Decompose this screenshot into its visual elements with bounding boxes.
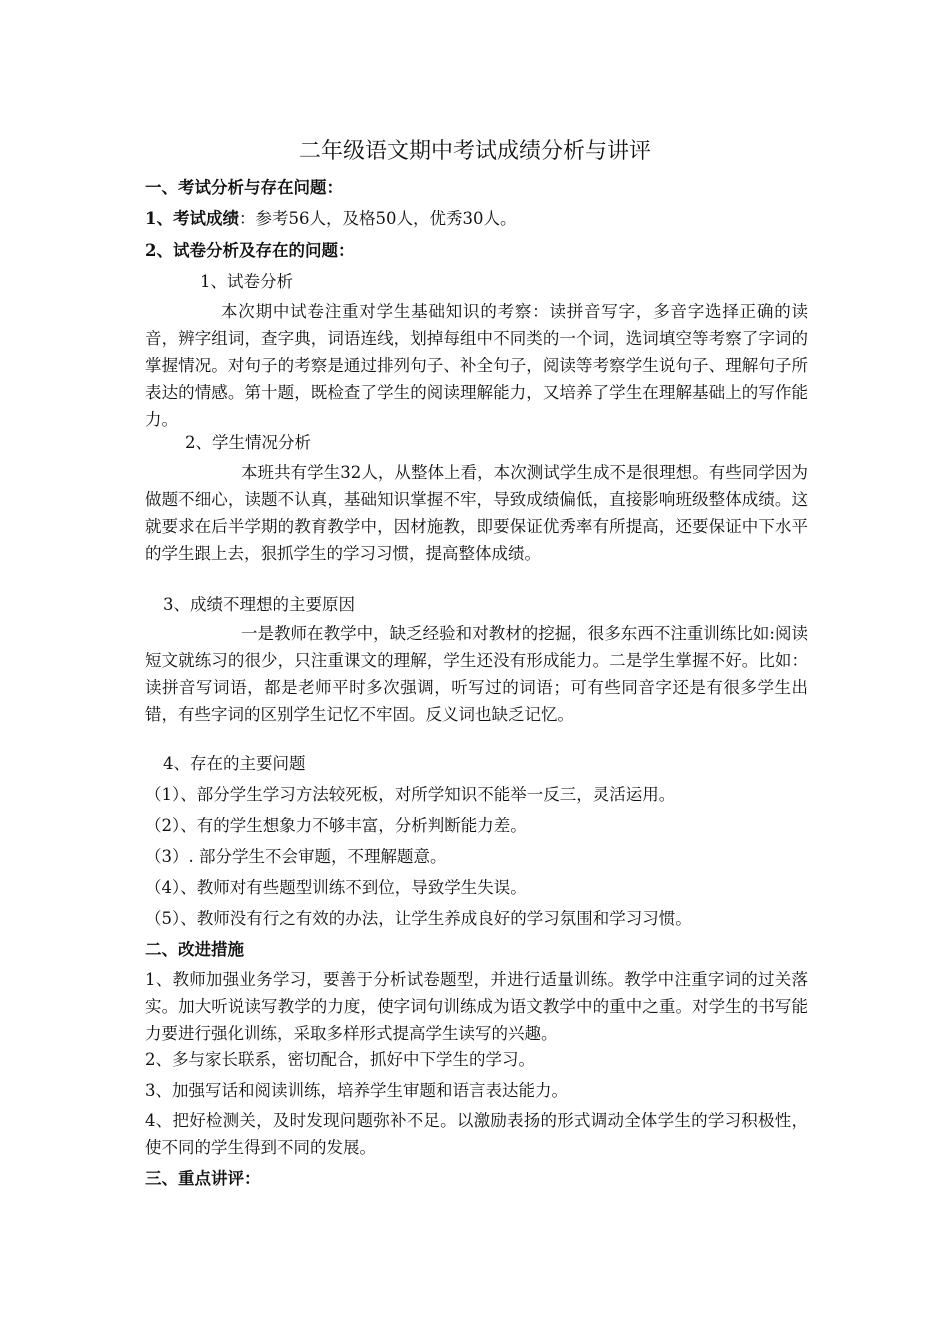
sub1-body: 本次期中试卷注重对学生基础知识的考察：读拼音写字，多音字选择正确的读音，辨字组词，查字典，词语连线，划掉每组中不同类的一个词，选词填空等考察了字词的掌握情况。对句子的考察是通过排列句子、补全句子，阅读等考察学生说句子、理解句子所表达的情感。第十题，既检查了学生的阅读理解能力，又培养了学生在理解基础上的写作能力。 xyxy=(145,302,808,429)
score-line xyxy=(145,206,810,231)
measure-item: 4、把好检测关，及时发现问题弥补不足。以激励表扬的形式调动全体学生的学习积极性，使不同的学生得到不同的发展。 xyxy=(145,1111,808,1157)
section2-heading: 二、改进措施 xyxy=(145,940,244,959)
sub3-body: 一是教师在教学中，缺乏经验和对教材的挖掘，很多东西不注重训练比如:阅读短文就练习的很少，只注重课文的理解，学生还没有形成能力。二是学生掌握不好。比如：读拼音写词语，都是老师平时多次强调，听写过的词语；可有些同音字还是有很多学生出错，有些字词的区别学生记忆不牢固。反义词也缺乏记忆。 xyxy=(145,624,808,724)
measure-item: 3、加强写话和阅读训练，培养学生审题和语言表达能力。 xyxy=(145,1081,568,1100)
document-title: 二年级语文期中考试成绩分析与讲评 xyxy=(298,139,651,164)
measure-item: 1、教师加强业务学习，要善于分析试卷题型，并进行适量训练。教学中注重字词的过关落实。加大听说读写教学的力度，使字词句训练成为语文教学中的重中之重。对学生的书写能力要进行强化训练，采取多样形式提高学生读写的兴趣。 xyxy=(145,970,808,1043)
problem-item: （3）. 部分学生不会审题，不理解题意。 xyxy=(145,847,447,866)
sub1-heading: 1、试卷分析 xyxy=(200,272,293,291)
sub2-body: 本班共有学生32人，从整体上看，本次测试学生成不是很理想。有些同学因为做题不细心，读题不认真，基础知识掌握不牢，导致成绩偏低，直接影响班级整体成绩。这就要求在后半学期的教育教学中，因材施教，即要保证优秀率有所提高，还要保证中下水平的学生跟上去，狠抓学生的学习习惯，提高整体成绩。 xyxy=(145,463,808,563)
analysis-heading: 2、试卷分析及存在的问题： xyxy=(145,241,355,260)
section1-heading: 一、考试分析与存在问题： xyxy=(145,178,343,197)
section3-heading: 三、重点讲评： xyxy=(145,1169,261,1188)
sub3-heading: 3、成绩不理想的主要原因 xyxy=(163,595,355,614)
problem-item: （1）、部分学生学习方法较死板，对所学知识不能举一反三，灵活运用。 xyxy=(145,785,676,804)
problem-item: （4）、教师对有些题型训练不到位，导致学生失误。 xyxy=(145,878,527,897)
score-text: ：参考56人，及格50人，优秀30人。 xyxy=(238,209,517,228)
score-label: 1、考试成绩 xyxy=(145,209,239,228)
problem-item: （2）、有的学生想象力不够丰富，分析判断能力差。 xyxy=(145,816,527,835)
problem-item: （5）、教师没有行之有效的办法，让学生养成良好的学习氛围和学习习惯。 xyxy=(145,909,692,928)
measure-item: 2、多与家长联系，密切配合，抓好中下学生的学习。 xyxy=(145,1050,535,1069)
sub2-heading: 2、学生情况分析 xyxy=(185,433,311,452)
sub4-heading: 4、存在的主要问题 xyxy=(163,754,306,773)
